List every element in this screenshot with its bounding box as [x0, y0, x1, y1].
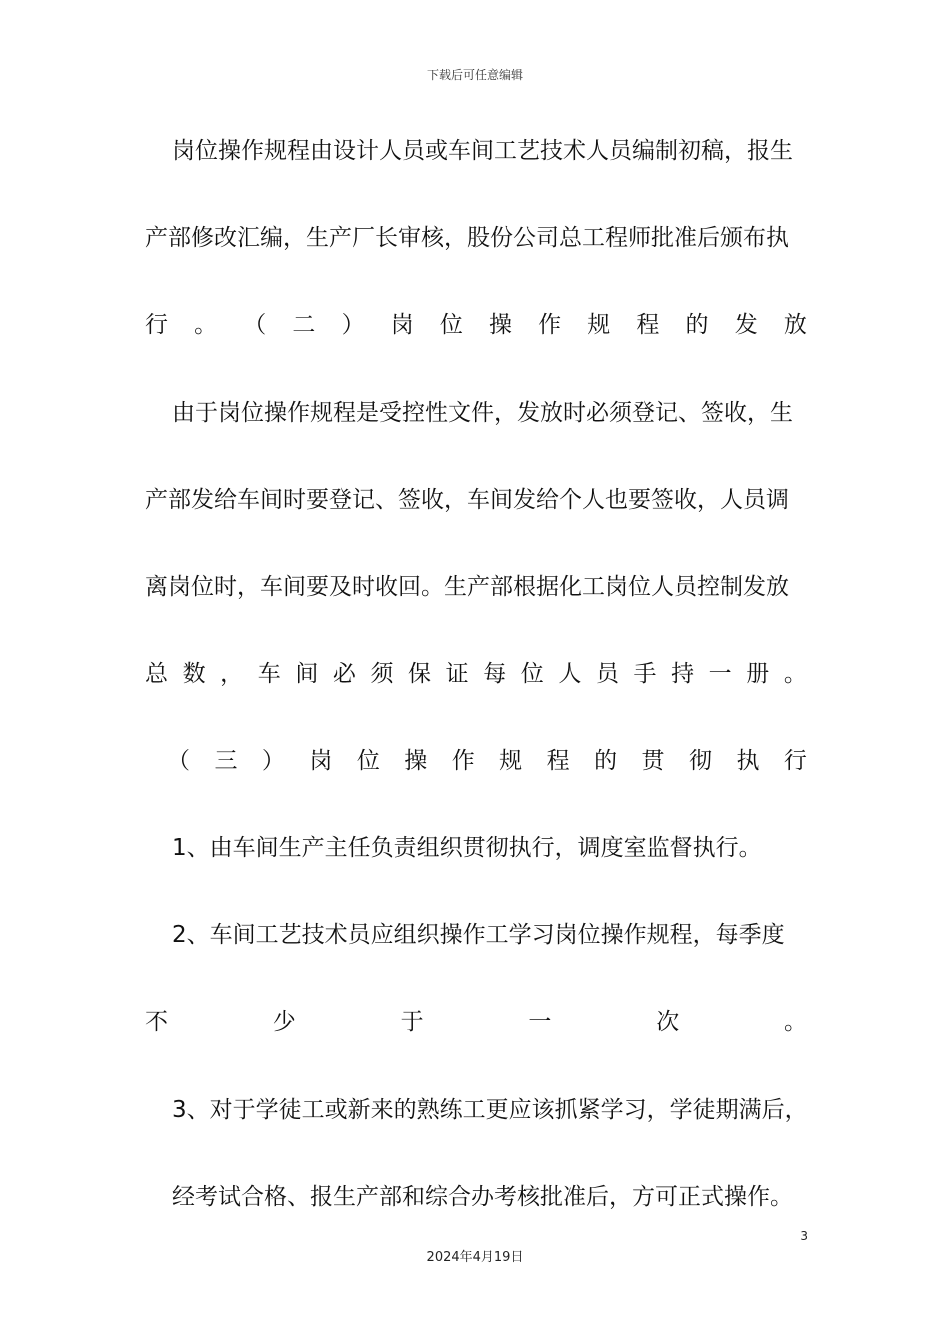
- text-char: 于: [400, 1009, 424, 1035]
- text-char: 每: [483, 661, 507, 687]
- text-char: 数: [182, 661, 206, 687]
- text-char: 车: [257, 661, 281, 687]
- text-line-3: [145, 308, 807, 342]
- text-line-1: 岗位操作规程由设计人员或车间工艺技术人员编制初稿，报生: [172, 138, 793, 164]
- text-char: 员: [595, 661, 619, 687]
- text-char: 保: [408, 661, 432, 687]
- text-char: 必: [332, 661, 356, 687]
- text-line-4: 由于岗位操作规程是受控性文件，发放时必须登记、签收，生: [172, 400, 793, 426]
- text-char: 彻: [688, 748, 712, 774]
- text-char: 发: [734, 312, 758, 338]
- text-line-11: [145, 1005, 807, 1039]
- text-char: 间: [295, 661, 319, 687]
- text-char: 少: [272, 1009, 296, 1035]
- page-header: 下载后可任意编辑: [426, 68, 523, 82]
- text-char: 册: [746, 661, 770, 687]
- text-char: 位: [356, 748, 380, 774]
- text-line-10: 2、车间工艺技术员应组织操作工学习岗位操作规程，每季度: [172, 922, 785, 948]
- page-number: 3: [800, 1229, 808, 1243]
- text-char: 的: [685, 312, 709, 338]
- text-line-7: [145, 657, 807, 691]
- text-char: 一: [528, 1009, 552, 1035]
- text-char: 贯: [641, 748, 665, 774]
- text-char: 作: [538, 312, 562, 338]
- text-char: 程: [546, 748, 570, 774]
- text-char: 位: [439, 312, 463, 338]
- text-char: 操: [488, 312, 512, 338]
- text-char: 作: [451, 748, 475, 774]
- text-char: 放: [783, 312, 807, 338]
- text-char: ）: [261, 748, 285, 774]
- text-char: 。: [783, 1009, 807, 1035]
- text-char: （: [167, 748, 190, 774]
- text-char: 三: [214, 748, 238, 774]
- text-line-13: 经考试合格、报生产部和综合办考核批准后，方可正式操作。: [172, 1184, 793, 1210]
- text-char: 总: [145, 661, 168, 687]
- text-char: 人: [558, 661, 582, 687]
- text-char: 岗: [309, 748, 333, 774]
- text-char: （: [243, 312, 267, 338]
- text-char: 须: [370, 661, 394, 687]
- text-char: 岗: [390, 312, 414, 338]
- text-char: 行: [783, 748, 807, 774]
- text-char: 规: [587, 312, 611, 338]
- text-char: 证: [445, 661, 469, 687]
- text-char: 一: [708, 661, 732, 687]
- text-char: 手: [633, 661, 657, 687]
- text-char: 二: [292, 312, 316, 338]
- text-char: ）: [341, 312, 365, 338]
- text-char: 程: [636, 312, 660, 338]
- text-char: 。: [194, 312, 218, 338]
- text-char: ，: [220, 661, 244, 687]
- text-line-12: 3、对于学徒工或新来的熟练工更应该抓紧学习，学徒期满后，: [172, 1097, 808, 1123]
- text-char: 操: [404, 748, 428, 774]
- text-line-8: [167, 744, 807, 778]
- text-line-9: 1、由车间生产主任负责组织贯彻执行，调度室监督执行。: [172, 835, 762, 861]
- footer-date: 2024年4月19日: [426, 1250, 524, 1265]
- text-char: 位: [520, 661, 544, 687]
- text-char: 规: [499, 748, 523, 774]
- text-char: 行: [145, 312, 168, 338]
- text-line-2: 产部修改汇编，生产厂长审核，股份公司总工程师批准后颁布执: [145, 225, 789, 251]
- text-char: 不: [145, 1009, 168, 1035]
- text-char: 。: [783, 661, 807, 687]
- text-char: 次: [656, 1009, 680, 1035]
- text-line-5: 产部发给车间时要登记、签收，车间发给个人也要签收，人员调: [145, 487, 789, 513]
- text-line-6: 离岗位时，车间要及时收回。生产部根据化工岗位人员控制发放: [145, 574, 789, 600]
- text-char: 的: [594, 748, 618, 774]
- text-char: 执: [736, 748, 760, 774]
- text-char: 持: [671, 661, 695, 687]
